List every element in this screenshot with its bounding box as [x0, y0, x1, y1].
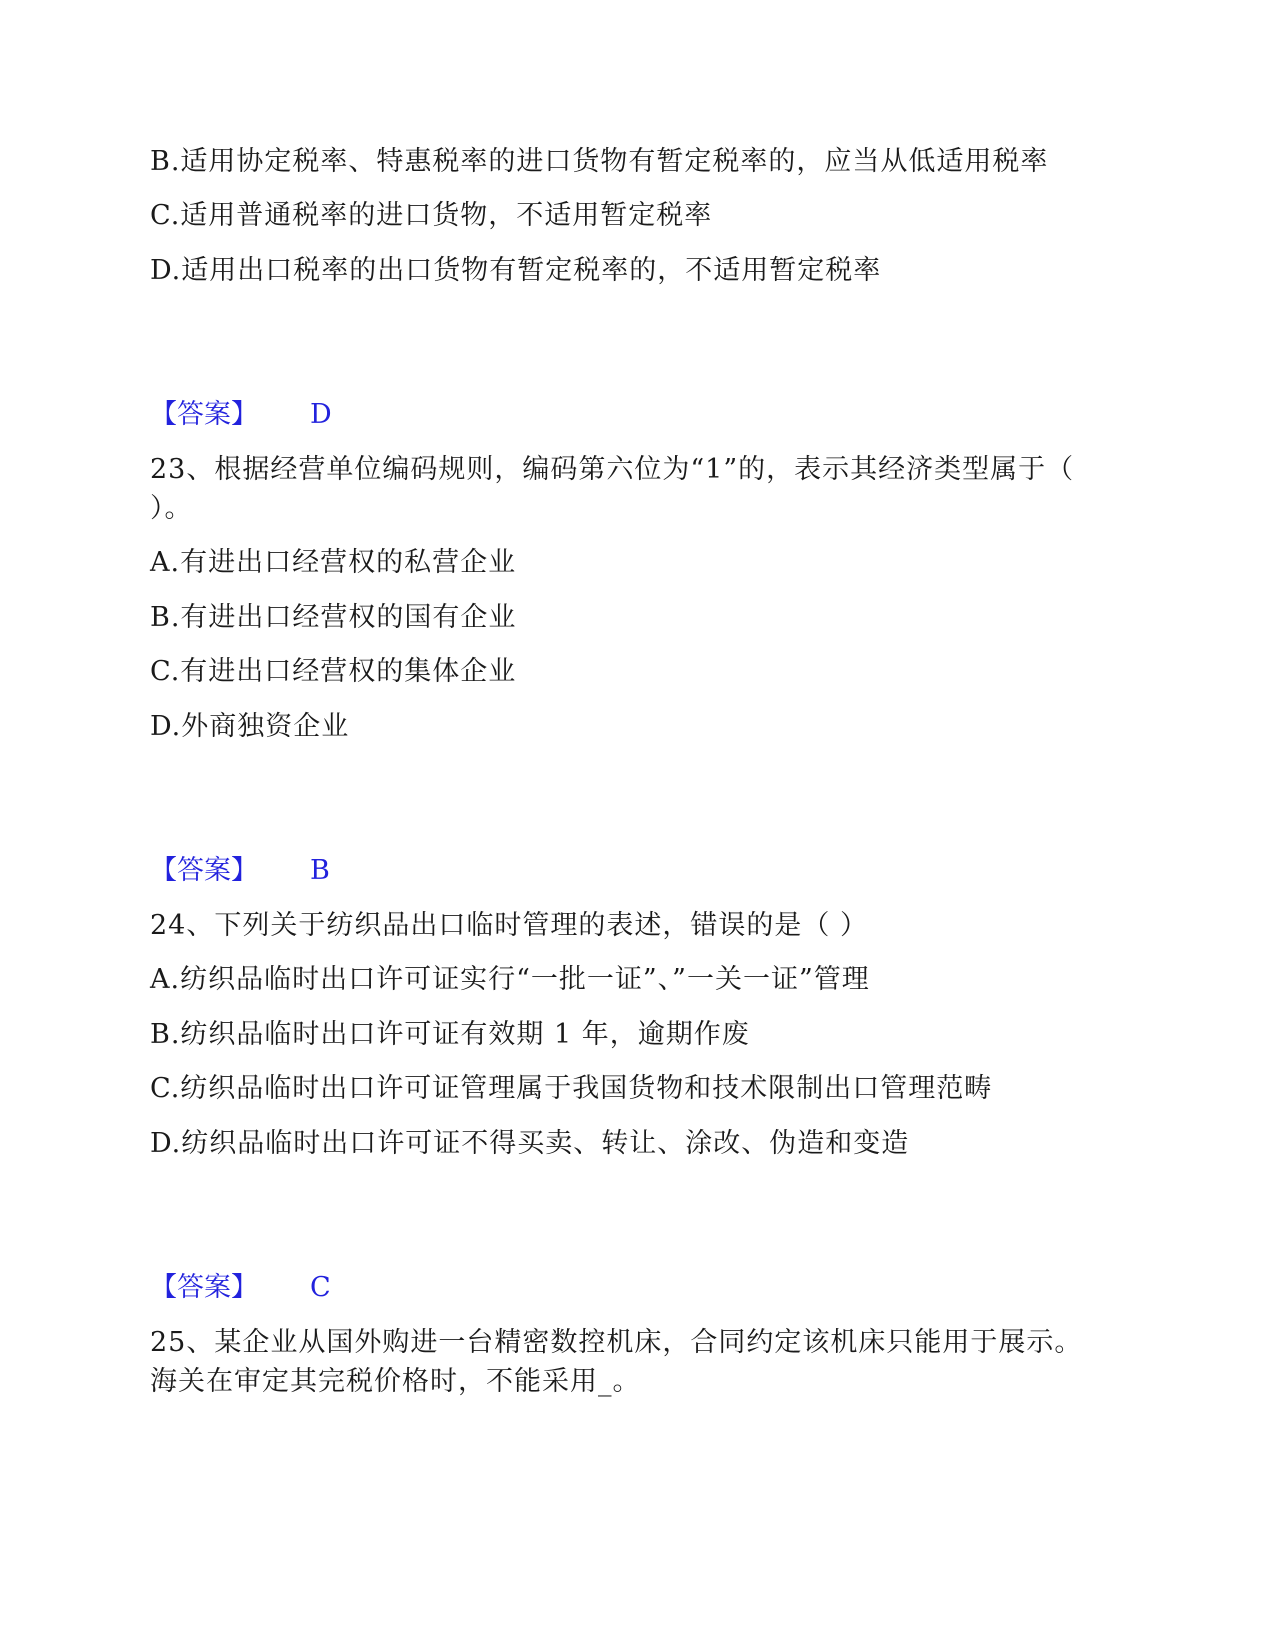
- answer-label: 【答案】: [150, 1272, 258, 1303]
- answer-value: B: [310, 855, 330, 886]
- q22-option-b: B.适用协定税率、特惠税率的进口货物有暂定税率的，应当从低适用税率: [150, 146, 1049, 177]
- q25-question-line2: 海关在审定其完税价格时，不能采用_。: [150, 1366, 641, 1397]
- answer-value: D: [310, 399, 332, 430]
- q24-option-b: B.纺织品临时出口许可证有效期 1 年，逾期作废: [150, 1019, 750, 1050]
- answer-value: C: [310, 1272, 331, 1303]
- answer-label: 【答案】: [150, 399, 258, 430]
- q23-answer: [150, 853, 330, 889]
- q24-option-a: A.纺织品临时出口许可证实行“一批一证”、”一关一证”管理: [150, 964, 870, 995]
- q22-answer: [150, 397, 332, 433]
- q23-question-line1: 23、根据经营单位编码规则，编码第六位为“1”的，表示其经济类型属于（: [150, 454, 1075, 485]
- q24-answer: [150, 1270, 331, 1306]
- q22-option-d: D.适用出口税率的出口货物有暂定税率的，不适用暂定税率: [150, 255, 882, 286]
- q22-option-c: C.适用普通税率的进口货物，不适用暂定税率: [150, 200, 713, 231]
- q23-option-b: B.有进出口经营权的国有企业: [150, 602, 517, 633]
- q24-option-d: D.纺织品临时出口许可证不得买卖、转让、涂改、伪造和变造: [150, 1128, 910, 1159]
- q25-question-line1: 25、某企业从国外购进一台精密数控机床，合同约定该机床只能用于展示。: [150, 1327, 1083, 1358]
- q24-option-c: C.纺织品临时出口许可证管理属于我国货物和技术限制出口管理范畴: [150, 1073, 993, 1104]
- q23-option-a: A.有进出口经营权的私营企业: [150, 547, 517, 578]
- q24-question: 24、下列关于纺织品出口临时管理的表述，错误的是（ ）: [150, 910, 868, 941]
- q23-option-d: D.外商独资企业: [150, 711, 350, 742]
- q23-question-line2: ）。: [150, 493, 193, 524]
- answer-label: 【答案】: [150, 855, 258, 886]
- q23-option-c: C.有进出口经营权的集体企业: [150, 656, 517, 687]
